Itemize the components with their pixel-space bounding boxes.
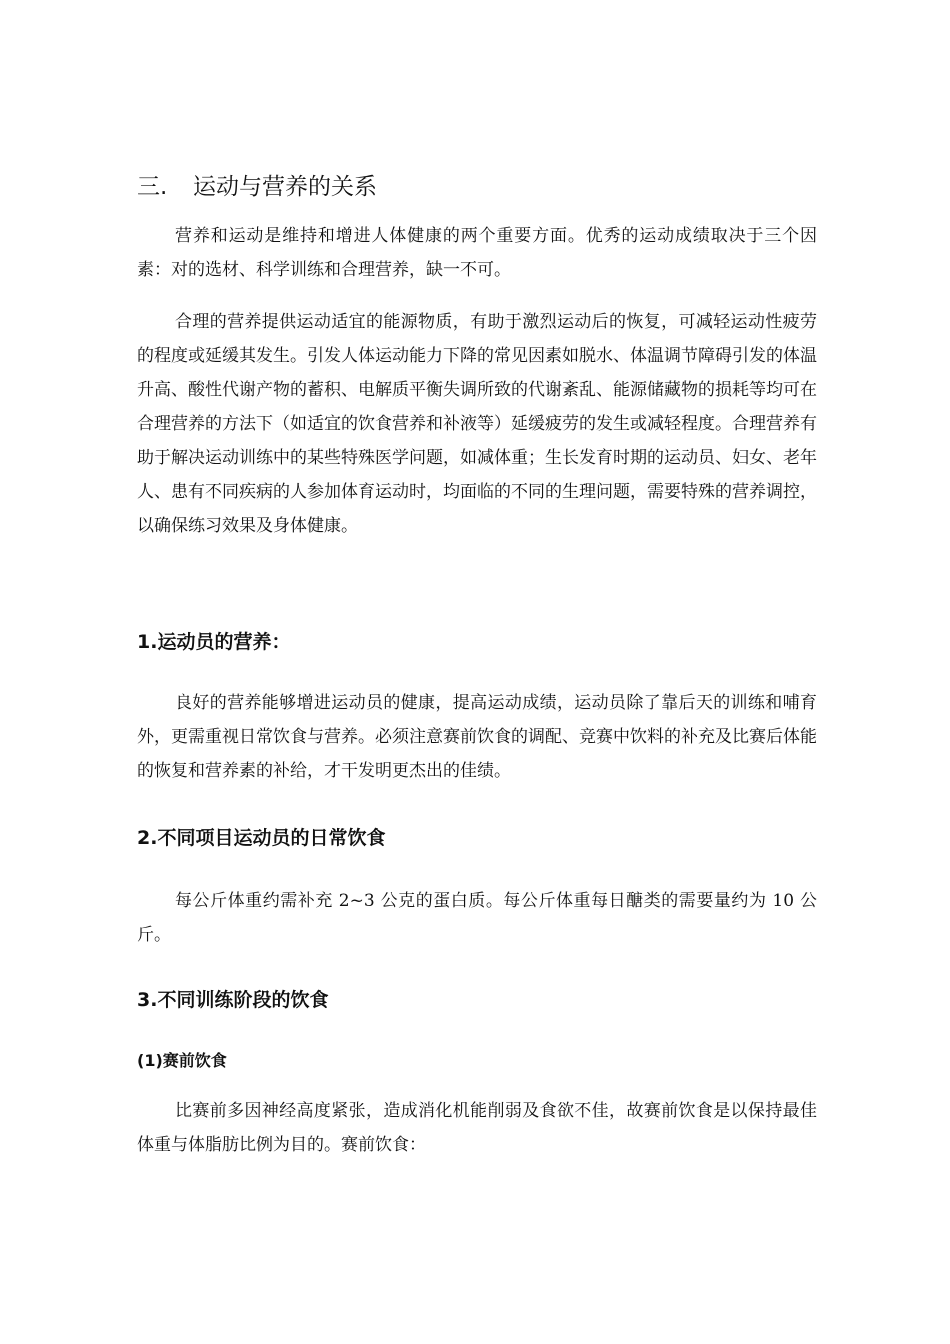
paragraph-athlete-nutrition [137,686,817,788]
paragraph-nutrition-role [137,305,817,543]
paragraph-text: 合理的营养提供运动适宜的能源物质，有助于激烈运动后的恢复，可减轻运动性疲劳的程度或延缓其发生。引发人体运动能力下降的常见因素如脱水、体温调节障碍引发的体温升高、酸性代谢产物的蓄积、电解质平衡失调所致的代谢紊乱、能源储藏物的损耗等均可在合理营养的方法下（如适宜的饮食营养和补液等）延缓疲劳的发生或减轻程度。合理营养有助于解决运动训练中的某些特殊医学问题，如减体重；生长发育时期的运动员、妇女、老年人、患有不同疾病的人参加体育运动时，均面临的不同的生理问题，需要特殊的营养调控，以确保练习效果及身体健康。 [137,312,817,536]
section-title-text: 运动与营养的关系 [193,174,377,200]
paragraph-text: 比赛前多因神经高度紧张，造成消化机能削弱及食欲不佳，故赛前饮食是以保持最佳体重与体脂肪比例为目的。赛前饮食： [137,1101,817,1155]
paragraph-intro [137,219,817,287]
heading-athlete-nutrition: 1.运动员的营养： [137,631,291,653]
paragraph-text: 营养和运动是维持和增进人体健康的两个重要方面。优秀的运动成绩取决于三个因素：对的选材、科学训练和合理营养，缺一不可。 [137,226,817,280]
heading-daily-diet: 2.不同项目运动员的日常饮食 [137,827,386,849]
paragraph-text: 良好的营养能够增进运动员的健康，提高运动成绩，运动员除了靠后天的训练和哺育外，更需重视日常饮食与营养。必须注意赛前饮食的调配、竞赛中饮料的补充及比赛后体能的恢复和营养素的补给，才干发明更杰出的佳绩。 [137,693,817,781]
section-number: 三. [137,174,168,200]
paragraph-daily-diet [137,884,817,952]
heading-pre-competition-diet: (1)赛前饮食 [137,1051,227,1070]
paragraph-text: 每公斤体重约需补充 2~3 公克的蛋白质。每公斤体重每日醣类的需要量约为 10 公斤。 [137,891,817,945]
heading-training-stage-diet: 3.不同训练阶段的饮食 [137,989,329,1011]
section-title [137,170,817,204]
paragraph-pre-competition-diet [137,1094,817,1162]
